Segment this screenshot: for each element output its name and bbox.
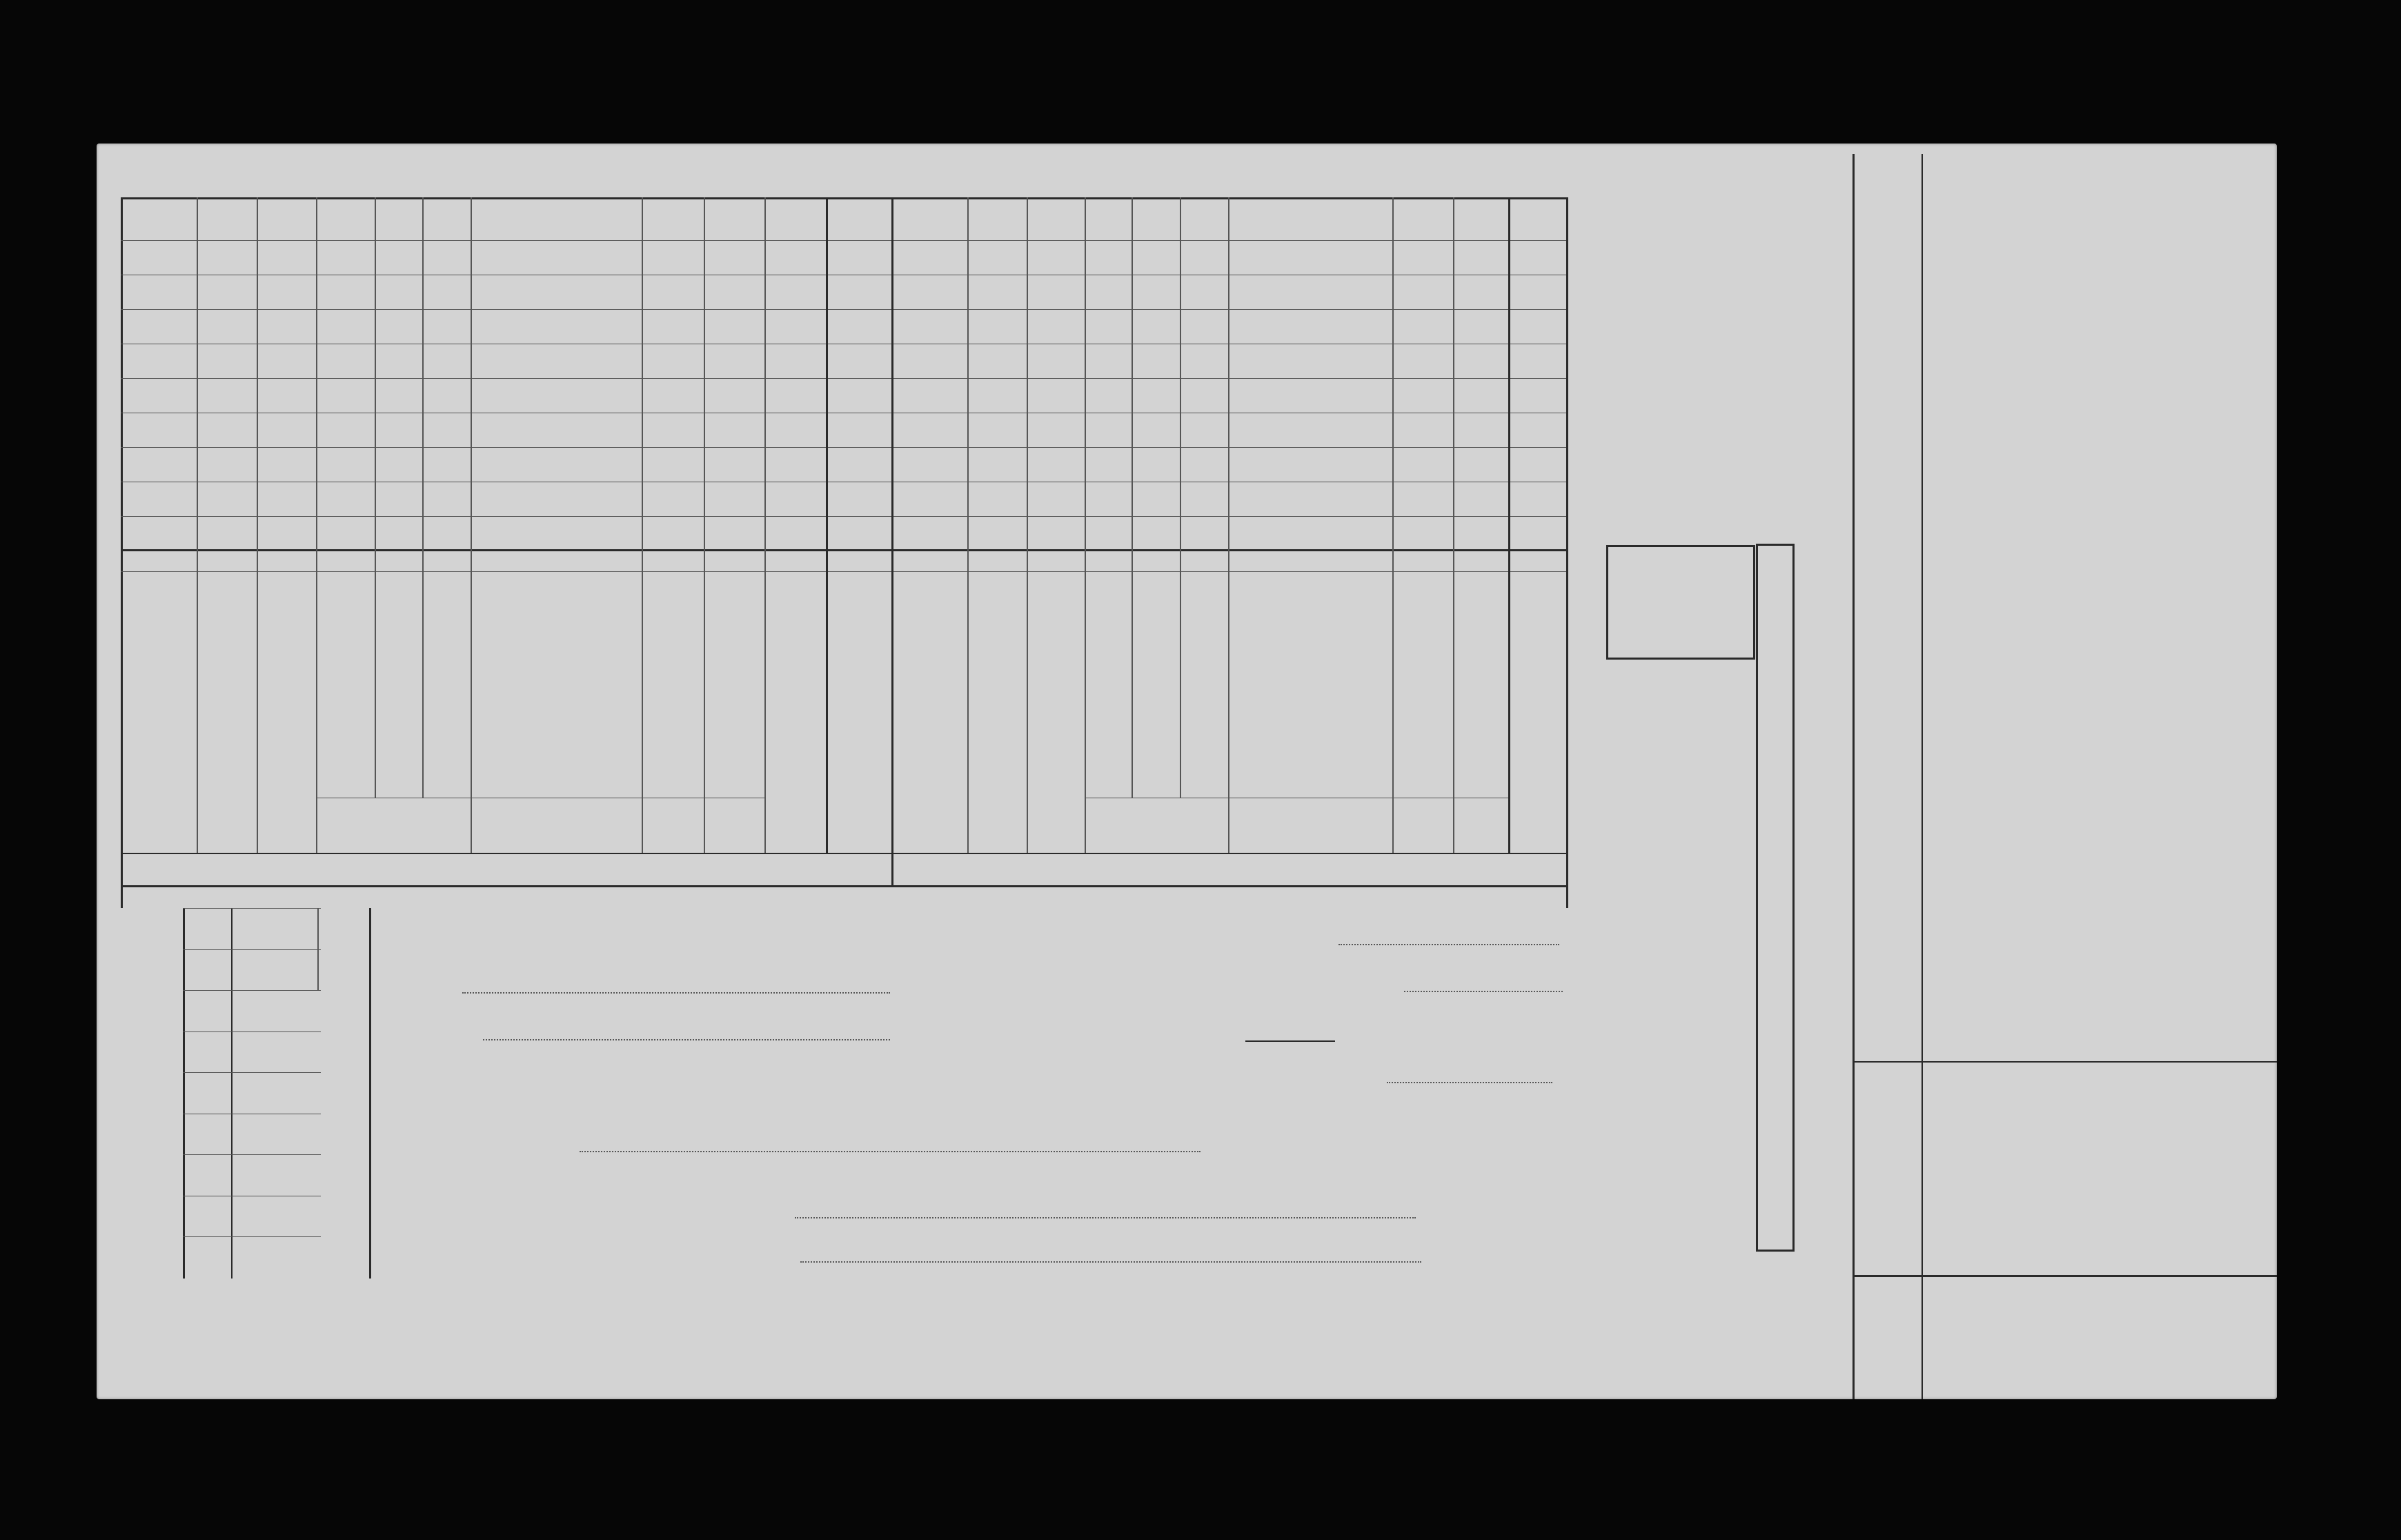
pop-frame-right	[1566, 197, 1568, 908]
inv-row-rule	[183, 908, 321, 909]
pop-number-rule	[121, 571, 1566, 572]
inv-col-rule	[231, 908, 233, 1279]
pop-col-line	[375, 197, 376, 798]
volost-dotline	[483, 1039, 890, 1040]
col-header	[1466, 580, 1501, 793]
pop-row-line	[121, 309, 1566, 310]
pop-frame-left	[121, 197, 123, 908]
nationality-dotline	[1404, 991, 1563, 992]
pop-col-line	[1027, 197, 1028, 853]
estate-dotline	[1338, 944, 1559, 945]
pop-col-line	[1508, 197, 1510, 853]
pop-col-line	[1180, 197, 1181, 798]
uezd-dotline	[462, 992, 890, 994]
absent-dotline	[1387, 1082, 1552, 1083]
pop-col-line	[1392, 197, 1394, 853]
inv-row-rule	[183, 1154, 321, 1155]
pop-col-line	[967, 197, 969, 853]
pop-col-line	[257, 197, 258, 853]
pop-row-line	[121, 516, 1566, 517]
resident-underline	[1245, 1040, 1335, 1042]
land-frame-bottom-rows	[1852, 1275, 2277, 1277]
settlement-dotline	[580, 1151, 1200, 1152]
pop-col-line	[764, 197, 766, 853]
inv-row-rule	[183, 990, 321, 991]
name-dotline	[795, 1217, 1416, 1218]
pop-row-line	[121, 447, 1566, 448]
inv-row-rule	[183, 1236, 321, 1237]
land-divider	[1921, 154, 1923, 1399]
census-card	[97, 144, 2277, 1399]
pop-col-line-mid	[891, 197, 893, 885]
pop-bottom-rule	[121, 885, 1566, 887]
inv-row-rule	[183, 949, 321, 950]
pop-col-line	[826, 197, 828, 853]
pop-col-line	[642, 197, 643, 853]
pop-col-line	[1453, 197, 1454, 853]
institution-dotline	[800, 1261, 1421, 1263]
land-hereditary-rule	[1852, 1061, 2277, 1063]
pop-col-line	[1085, 197, 1086, 853]
inv-row-rule	[183, 1031, 321, 1032]
inv-frame-right	[369, 908, 371, 1279]
pop-col-line	[1132, 197, 1133, 798]
col-header	[721, 580, 755, 793]
pop-gender-rule	[121, 853, 1566, 854]
pop-row-line	[121, 240, 1566, 241]
land-title-box	[1756, 544, 1795, 1252]
pop-frame-top	[121, 197, 1566, 199]
col-header	[838, 578, 880, 847]
pop-header-rule	[121, 549, 1566, 551]
inv-frame-left	[183, 908, 185, 1279]
pop-row-line	[121, 378, 1566, 379]
pop-col-line	[471, 197, 472, 853]
pop-col-line	[197, 197, 198, 853]
inv-row-rule	[183, 1072, 321, 1073]
pop-col-line	[422, 197, 424, 798]
card-number-box	[1606, 545, 1755, 660]
pop-col-line	[1228, 197, 1229, 853]
pop-col-line	[704, 197, 705, 853]
pop-col-line	[316, 197, 317, 853]
land-frame-left	[1852, 154, 1855, 1399]
